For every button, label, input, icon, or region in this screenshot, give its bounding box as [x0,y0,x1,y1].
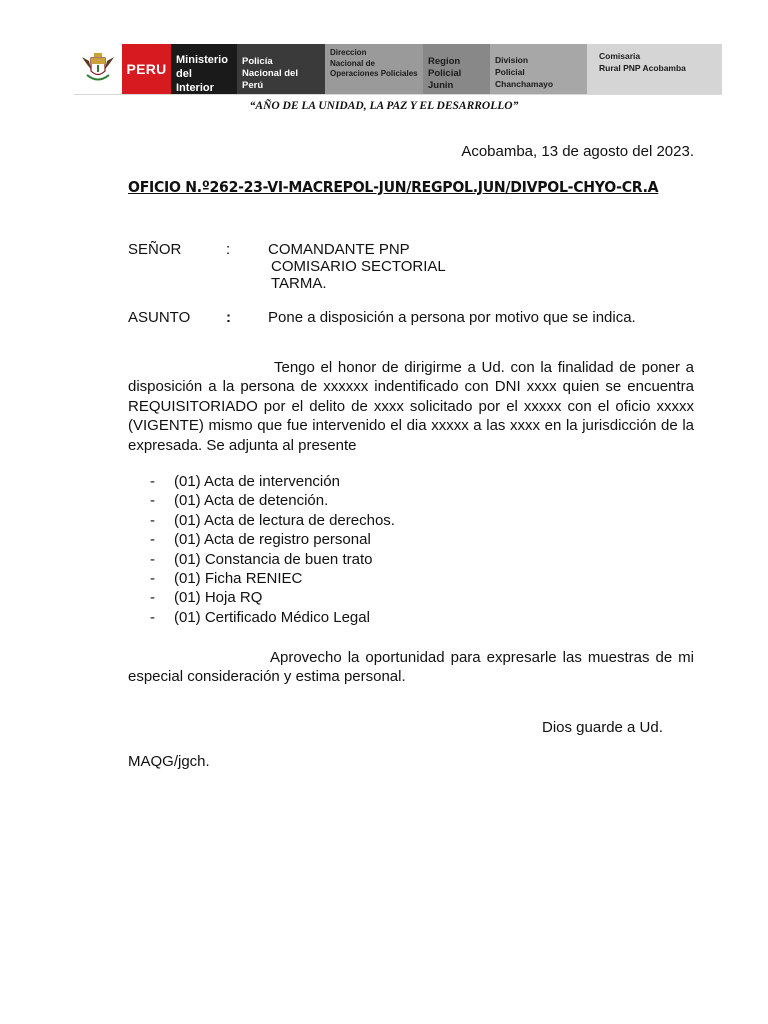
comisaria-line2: Rural PNP Acobamba [599,63,686,73]
list-bullet: - [150,550,155,568]
list-item [150,550,395,569]
peru-label: PERU [126,61,167,77]
letterhead [74,44,722,95]
subject-colon: : [226,309,231,326]
direccion-line1: Direccion [330,48,367,57]
attachment-text: (01) Acta de detención. [174,492,329,510]
year-motto: “AÑO DE LA UNIDAD, LA PAZ Y EL DESARROLLO” [249,100,519,112]
recipient-line1: COMANDANTE PNP [268,241,410,258]
ministerio-block [171,44,237,94]
recipient-line3: TARMA. [271,275,327,292]
attachment-text: (01) Acta de lectura de derechos. [174,511,395,529]
direccion-line3: Operaciones Policiales [330,69,418,78]
recipient-colon: : [226,241,231,258]
body-paragraph [128,358,694,455]
document-date: Acobamba, 13 de agosto del 2023. [461,143,694,160]
comisaria-block [587,44,722,94]
ministerio-line2: del Interior [176,68,214,94]
list-bullet: - [150,570,155,588]
coat-of-arms-icon [74,44,122,94]
body-paragraph-text: Tengo el honor de dirigirme a Ud. con la finalidad de poner a disposición a la persona de xxxxxx indentificado con DNI xxxx quien se encuentra REQUISITORIADO por el delito de xxxx solicitado por el xxxxx con el oficio xxxxx (VIGENTE) mismo que fue intervenido el dia xxxxx a las xxxx en la jurisdicción de la expresada. Se adjunta al presente [128,359,694,454]
list-item [150,588,395,607]
list-item [150,569,395,588]
policia-line2: Nacional del Perú [242,68,298,91]
attachment-text: (01) Acta de registro personal [174,531,371,549]
list-bullet: - [150,492,155,510]
region-line1: Region [428,56,461,67]
list-item [150,472,395,491]
list-bullet: - [150,473,155,490]
recipient-line2: COMISARIO SECTORIAL [271,258,446,275]
list-bullet: - [150,608,155,626]
list-item [150,530,395,549]
subject-text: Pone a disposición a persona por motivo que se indica. [268,309,636,326]
region-block [423,44,490,94]
region-line2: Policial Junin [428,68,462,91]
list-item [150,491,395,510]
list-item [150,608,395,627]
attachment-text: (01) Certificado Médico Legal [174,608,370,626]
comisaria-line1: Comisaria [599,51,641,61]
list-bullet: - [150,531,155,549]
attachment-text: (01) Hoja RQ [174,589,263,607]
ministerio-line1: Ministerio [176,54,228,66]
peru-brand-block [122,44,171,94]
division-line1: Division [495,55,529,65]
policia-block [237,44,325,94]
farewell: Dios guarde a Ud. [542,719,663,736]
list-bullet: - [150,511,155,529]
reference-initials: MAQG/jgch. [128,753,210,770]
policia-line1: Policía [242,56,273,67]
recipient-label: SEÑOR [128,241,182,258]
division-line2: Policial Chanchamayo [495,67,554,89]
subject-label: ASUNTO [128,309,191,326]
direccion-line2: Nacional de [330,58,375,68]
attachment-text: (01) Acta de intervención [174,473,340,490]
division-block [490,44,587,94]
closing-paragraph [128,648,694,687]
list-item [150,511,395,530]
attachment-text: (01) Ficha RENIEC [174,570,303,588]
closing-paragraph-text: Aprovecho la oportunidad para expresarle las muestras de mi especial consideración y estima personal. [128,649,694,686]
direccion-block [325,44,423,94]
oficio-number: OFICIO N.º262-23-VI-MACREPOL-JUN/REGPOL.JUN/DIVPOL-CHYO-CR.A [128,178,659,196]
attachment-list [150,472,395,627]
attachment-text: (01) Constancia de buen trato [174,550,373,568]
list-bullet: - [150,589,155,607]
